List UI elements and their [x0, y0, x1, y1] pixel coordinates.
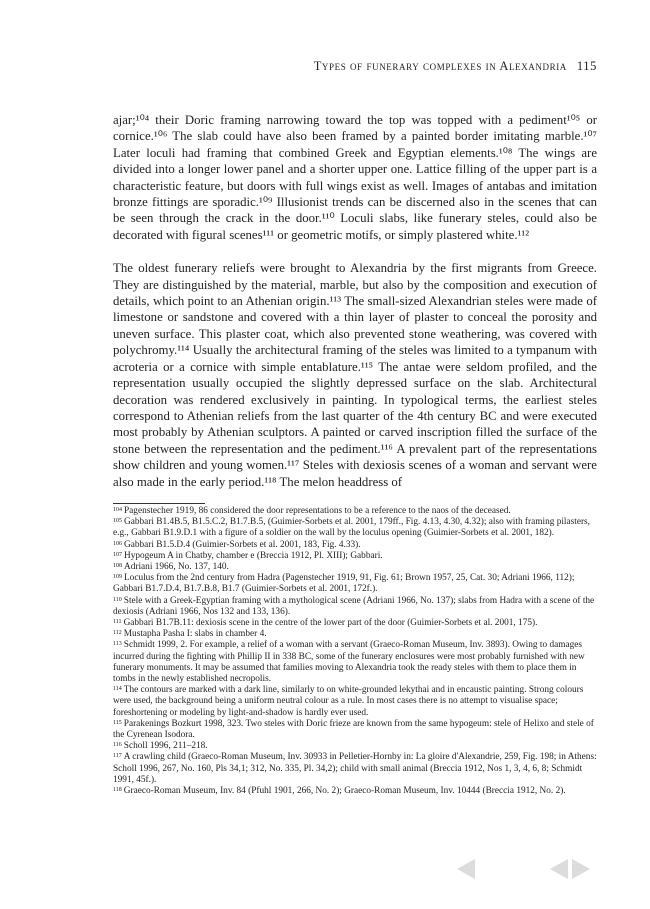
footnote-text: Schmidt 1999, 2. For example, a relief of a woman with a servant (Graeco-Roman Museum, Inv. 3893). Owing to damages incurred during the fighting with Phillip II in 338 BC, some of the funerary enclosures were most probably furnished with new funerary monuments. It may be assumed that families moving to Alexandria took the ready steles with them to place them in tombs in the newly established necropolis.	[113, 640, 585, 685]
footnote-number: 104	[113, 507, 122, 513]
footnote-number: 112	[113, 630, 122, 637]
footnote	[113, 640, 597, 685]
footnote-text: Scholl 1996, 211–218.	[123, 741, 208, 752]
footnote	[113, 719, 597, 741]
footnote-text: The contours are marked with a dark line, similarly to on white-grounded lekythai and in encaustic painting. Strong colours were used, the background being a uniform neutral colour as a rule. In most cases there is no attempt to visualise space; foreshortening or modeling by light-and-shadow is hardly ever used.	[113, 685, 584, 718]
footnote-number: 109	[113, 574, 122, 581]
running-header	[110, 59, 597, 74]
footnote-number: 117	[113, 753, 122, 760]
footnote-text: Parakenings Bozkurt 1998, 323. Two steles with Doric frieze are known from the same hypogeum: stele of Helixo and stele of the Cyrenean Isodora.	[113, 718, 594, 741]
footnote	[113, 752, 597, 786]
footnote-number: 114	[113, 686, 122, 693]
main-text	[113, 112, 597, 507]
footnote-number: 111	[113, 619, 122, 626]
footnote	[113, 562, 597, 573]
next-page-icon-shape	[572, 859, 590, 879]
footnote	[113, 786, 597, 797]
footnote-number: 113	[113, 641, 122, 648]
footnote	[113, 573, 597, 595]
footnote	[113, 596, 597, 618]
footnote-number: 106	[113, 540, 122, 547]
footnote	[113, 517, 597, 539]
footnote	[113, 741, 597, 752]
footnotes	[113, 506, 597, 797]
page-number: 115	[576, 59, 597, 73]
footnote-number: 116	[113, 742, 122, 749]
previous-page-icon[interactable]	[455, 858, 477, 880]
footnote-text: Loculus from the 2nd century from Hadra (Pagenstecher 1919, 91, Fig. 61; Brown 1957, 25, Cat. 30; Adriani 1966, 112); Gabbari B1.7.D.4, B1.7.B.8, B1.7 (Guimier-Sorbets et al. 2001, 172f.).	[113, 573, 575, 595]
footnote	[113, 506, 597, 517]
footnote-number: 108	[113, 563, 122, 570]
footnote-text: Mustapha Pasha I: slabs in chamber 4.	[123, 629, 267, 640]
footnote-text: Hypogeum A in Chatby, chamber e (Breccia 1912, Pl. XIII); Gabbari.	[124, 550, 383, 561]
footnote-text: Pagenstecher 1919, 86 considered the door representations to be a reference to the naos of the deceased.	[124, 506, 511, 516]
paragraph: The oldest funerary reliefs were brought to Alexandria by the first migrants from Greece. They are distinguished by the material, marble, but also by the composition and execution of details, which point to an Athenian origin.¹¹³ The small-sized Alexandrian steles were made of limestone or sandstone and covered with a thin layer of plaster to conceal the porosity and uneven surface. This plaster coat, which also prevented stone weathering, was covered with polychromy.¹¹⁴ Usually the architectural framing of the steles was limited to a tympanum with acroteria or a cornice with simple entablature.¹¹⁵ The antae were seldom profiled, and the representation usually occupied the slightly depressed surface on the slab. Architectural decoration was rendered exclusively in painting. In typological terms, the earliest steles correspond to Athenian reliefs from the last quarter of the 4th century BC and were executed most probably by Athenian sculptors. A painted or carved inscription filled the surface of the stone between the representation and the pediment.¹¹⁶ A prevalent part of the representations show children and young women.¹¹⁷ Steles with dexiosis scenes of a woman and servant were also made in the early period.¹¹⁸ The melon headdress of	[113, 261, 597, 489]
back-icon[interactable]	[548, 858, 570, 880]
next-page-icon[interactable]	[570, 858, 592, 880]
footnote-text: Gabbari B1.4B.5, B1.5.C.2, B1.7.B.5, (Guimier-Sorbets et al. 2001, 179ff., Fig. 4.13, 4.30, 4.32); also with framing pilasters, e.g., Gabbari B1.9.D.1 with a figure of a soldier on the wall by the loculus opening (Guimier-Sorbets et al. 2001, 182).	[113, 517, 590, 539]
footnote-text: Gabbari B1.5.D.4 (Guimier-Sorbets et al. 2001, 183, Fig. 4.33).	[124, 539, 361, 550]
footnote-number: 105	[113, 518, 122, 525]
running-header-title: Types of funerary complexes in Alexandria	[313, 59, 567, 73]
footnote	[113, 685, 597, 719]
footnote	[113, 618, 597, 629]
paragraph: ajar;¹⁰⁴ their Doric framing narrowing toward the top was topped with a pediment¹⁰⁵ or cornice.¹⁰⁶ The slab could have also been framed by a painted border imitating marble.¹⁰⁷ Later loculi had framing that combined Greek and Egyptian elements.¹⁰⁸ The wings are divided into a longer lower panel and a shorter upper one. Lattice filling of the upper part is a characteristic feature, but doors with full wings exist as well. Images of antabas and imitation bronze fittings are sporadic.¹⁰⁹ Illusionist trends can be discerned also in the scenes that can be seen through the crack in the door.¹¹⁰ Loculi slabs, like funerary steles, could also be decorated with figural scenes¹¹¹ or geometric motifs, or simply plastered white.¹¹²	[113, 113, 597, 242]
footnote	[113, 629, 597, 640]
footnote-number: 110	[113, 596, 122, 603]
footnote-number: 115	[113, 719, 122, 726]
back-icon-shape	[550, 859, 568, 879]
footnote-number: 107	[113, 551, 122, 558]
footnote	[113, 540, 597, 551]
footnote	[113, 551, 597, 562]
footnote-text: Stele with a Greek-Egyptian framing with a mythological scene (Adriani 1966, No. 137); slabs from Hadra with a scene of the dexiosis (Adriani 1966, Nos 132 and 133, 136).	[113, 595, 595, 617]
footnote-text: Adriani 1966, No. 137, 140.	[124, 562, 229, 573]
previous-page-icon-shape	[457, 859, 475, 879]
footnote-text: Gabbari B1.7B.11: dexiosis scene in the centre of the lower part of the door (Guimier-Sorbets et al. 2001, 175).	[123, 618, 538, 629]
footnote-number: 118	[113, 787, 122, 794]
footnote-divider	[113, 503, 205, 504]
footnote-text: Graeco-Roman Museum, Inv. 84 (Pfuhl 1901, 266, No. 2); Graeco-Roman Museum, Inv. 10444 (Breccia 1912, No. 2).	[123, 786, 566, 797]
footnote-text: A crawling child (Graeco-Roman Museum, Inv. 30933 in Pelletier-Hornby in: La gloire d'Alexandrie, 259, Fig. 198; in Athens: Scholl 1996, 267, No. 160, Pls 34,1; 312, No. 335, Pl. 34,2); child with small animal (Breccia 1912, Nos 1, 3, 4, 6, 8; Schmidt 1991, 45f.).	[113, 752, 597, 785]
